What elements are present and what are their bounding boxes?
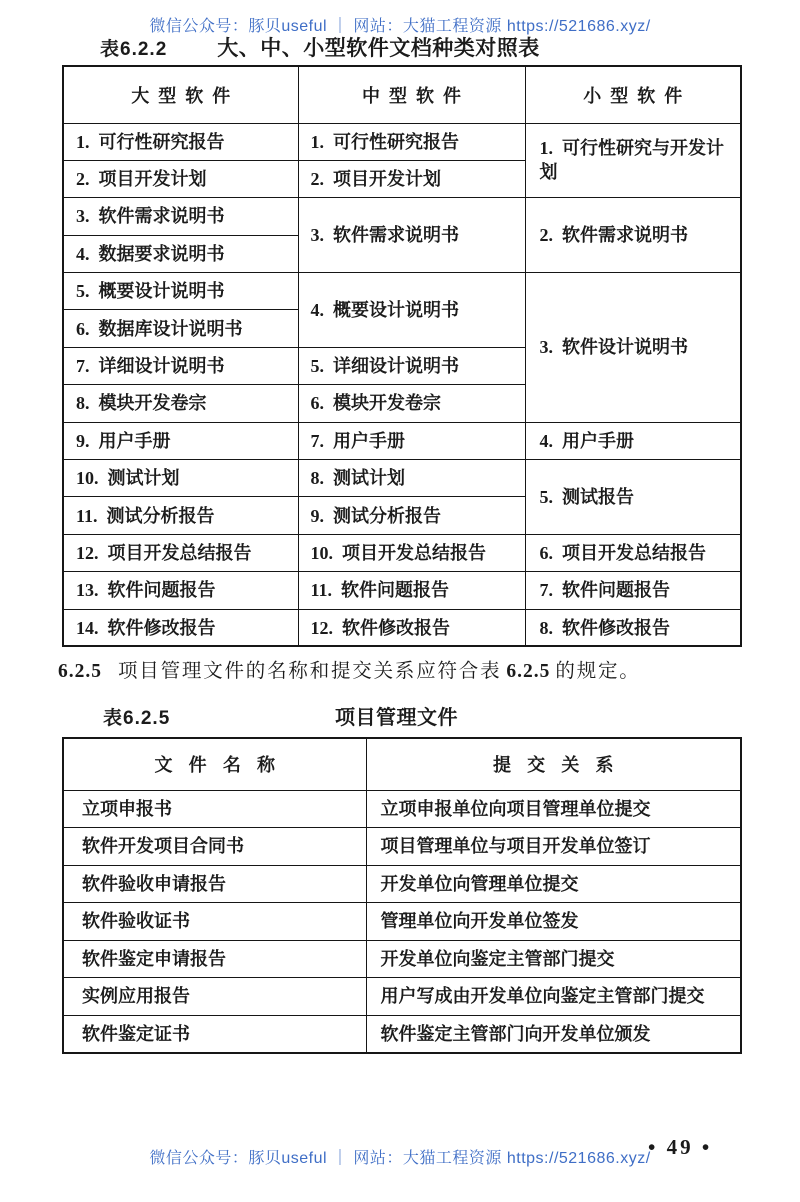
clause-6-2-5 — [58, 655, 758, 683]
table-row — [63, 978, 741, 1016]
item-number: 2. — [310, 169, 324, 190]
table-cell — [63, 534, 298, 571]
table-header-row — [63, 738, 741, 790]
item-text: 用户手册 — [333, 430, 405, 451]
doc-table-title: 大、中、小型软件文档种类对照表 — [217, 37, 540, 60]
watermark-top: 微信公众号：豚贝useful ｜ 网站：大猫工程资源 https://521686.xyz/ — [149, 18, 651, 35]
table-cell — [298, 123, 525, 160]
table-row — [63, 1015, 741, 1053]
item-text: 软件需求说明书 — [562, 225, 688, 246]
relation-cell: 管理单位向开发单位签发 — [366, 903, 741, 941]
file-name-cell: 实例应用报告 — [63, 978, 366, 1016]
item-number: 13. — [76, 580, 99, 601]
table-cell — [525, 422, 741, 459]
item-text: 模块开发卷宗 — [333, 393, 441, 414]
table-cell — [63, 422, 298, 459]
table-row — [63, 572, 741, 609]
doc-table-caption — [100, 32, 540, 62]
item-number: 8. — [310, 468, 324, 489]
table-cell — [298, 572, 525, 609]
file-name-cell: 软件验收证书 — [63, 903, 366, 941]
item-number: 1. — [76, 131, 90, 152]
item-number: 4. — [310, 299, 324, 320]
item-number: 12. — [310, 617, 333, 638]
table-row — [63, 123, 741, 160]
item-number: 5. — [539, 486, 553, 507]
project-management-docs-table — [62, 737, 742, 1054]
doc-table-label: 表6.2.2 — [100, 39, 168, 60]
relation-cell: 项目管理单位与项目开发单位签订 — [366, 828, 741, 866]
item-text: 模块开发卷宗 — [98, 393, 207, 414]
item-text: 数据库设计说明书 — [98, 318, 243, 339]
table-row — [63, 790, 741, 828]
item-text: 项目开发总结报告 — [107, 542, 252, 563]
table-cell — [63, 609, 298, 646]
item-text: 软件需求说明书 — [333, 225, 459, 246]
table-cell — [63, 347, 298, 384]
header-large-software: 大型软件 — [63, 66, 298, 123]
item-text: 测试分析报告 — [106, 505, 215, 526]
table-row — [63, 198, 741, 235]
table-cell — [298, 609, 525, 646]
item-text: 可行性研究报告 — [98, 131, 225, 152]
file-name-cell: 软件鉴定证书 — [63, 1015, 366, 1053]
item-text: 测试计划 — [333, 468, 405, 489]
item-text: 概要设计说明书 — [333, 299, 459, 320]
item-number: 7. — [539, 580, 553, 601]
relation-cell: 用户写成由开发单位向鉴定主管部门提交 — [366, 978, 741, 1016]
table-row — [63, 422, 741, 459]
item-number: 11. — [76, 505, 98, 526]
item-number: 1. — [539, 138, 553, 159]
table-cell — [298, 198, 525, 273]
table-cell — [63, 310, 298, 347]
item-text: 测试计划 — [107, 468, 180, 489]
table-row — [63, 609, 741, 646]
table-cell — [298, 160, 525, 197]
table-row — [63, 940, 741, 978]
table-cell — [63, 160, 298, 197]
item-number: 12. — [76, 542, 99, 563]
clause-text-post: 的规定。 — [555, 660, 641, 682]
item-text: 软件问题报告 — [107, 580, 216, 601]
item-text: 软件问题报告 — [341, 580, 450, 601]
table-row — [63, 828, 741, 866]
item-number: 11. — [310, 580, 333, 601]
item-number: 8. — [539, 617, 553, 638]
item-number: 2. — [76, 169, 90, 190]
item-number: 4. — [76, 243, 90, 264]
relation-cell: 软件鉴定主管部门向开发单位颁发 — [366, 1015, 741, 1053]
table-cell — [63, 235, 298, 272]
relation-cell: 立项申报单位向项目管理单位提交 — [366, 790, 741, 828]
item-number: 3. — [76, 206, 90, 227]
item-text: 软件问题报告 — [562, 580, 670, 601]
mgmt-table-caption — [0, 701, 800, 729]
item-text: 详细设计说明书 — [98, 356, 225, 377]
table-cell — [298, 497, 525, 534]
table-cell — [298, 460, 525, 497]
item-number: 2. — [539, 225, 553, 246]
item-number: 10. — [76, 468, 99, 489]
table-cell — [298, 347, 525, 384]
mgmt-table-title: 项目管理文件 — [335, 707, 458, 729]
item-number: 6. — [76, 318, 90, 339]
table-cell — [525, 123, 741, 198]
item-text: 用户手册 — [98, 430, 171, 451]
header-file-name: 文件名称 — [63, 738, 366, 790]
table-row — [63, 865, 741, 903]
table-row — [63, 903, 741, 941]
header-medium-software: 中型软件 — [298, 66, 525, 123]
table-cell — [298, 273, 525, 348]
item-number: 9. — [76, 430, 90, 451]
table-cell — [63, 460, 298, 497]
item-text: 测试分析报告 — [333, 505, 441, 526]
header-submit-relation: 提交关系 — [366, 738, 741, 790]
watermark-bottom: 微信公众号：豚贝useful ｜ 网站：大猫工程资源 https://521686.xyz/ — [149, 1150, 651, 1167]
item-number: 1. — [310, 131, 324, 152]
table-cell — [298, 422, 525, 459]
item-number: 3. — [539, 337, 553, 358]
item-number: 4. — [539, 430, 553, 451]
item-text: 可行性研究与开发计划 — [539, 138, 724, 183]
item-text: 项目开发总结报告 — [562, 542, 706, 563]
table-row — [63, 534, 741, 571]
table-cell — [525, 572, 741, 609]
item-text: 测试报告 — [562, 486, 634, 507]
doc-type-comparison-table — [62, 65, 742, 647]
item-text: 项目开发计划 — [98, 169, 207, 190]
table-row — [63, 460, 741, 497]
table-cell — [525, 460, 741, 535]
item-text: 用户手册 — [562, 430, 634, 451]
table-cell — [63, 385, 298, 422]
item-number: 8. — [76, 393, 90, 414]
file-name-cell: 软件鉴定申请报告 — [63, 940, 366, 978]
item-text: 软件修改报告 — [107, 617, 216, 638]
item-number: 5. — [310, 356, 324, 377]
clause-number: 6.2.5 — [58, 661, 102, 682]
table-header-row — [63, 66, 741, 123]
item-number: 7. — [310, 430, 324, 451]
table-cell — [298, 534, 525, 571]
table-cell — [63, 572, 298, 609]
item-text: 数据要求说明书 — [98, 243, 225, 264]
item-text: 详细设计说明书 — [333, 356, 459, 377]
table-cell — [63, 198, 298, 235]
file-name-cell: 软件验收申请报告 — [63, 865, 366, 903]
item-text: 概要设计说明书 — [98, 281, 225, 302]
item-number: 6. — [310, 393, 324, 414]
table-cell — [525, 273, 741, 423]
item-number: 7. — [76, 356, 90, 377]
table-cell — [63, 273, 298, 310]
file-name-cell: 软件开发项目合同书 — [63, 828, 366, 866]
page-number: • 49 • — [648, 1135, 713, 1159]
mgmt-table-label: 表6.2.5 — [103, 708, 171, 729]
table-cell — [525, 609, 741, 646]
item-text: 软件设计说明书 — [562, 337, 688, 358]
header-small-software: 小型软件 — [525, 66, 741, 123]
file-name-cell: 立项申报书 — [63, 790, 366, 828]
item-text: 项目开发计划 — [333, 169, 441, 190]
relation-cell: 开发单位向管理单位提交 — [366, 865, 741, 903]
item-number: 9. — [310, 505, 324, 526]
item-text: 软件修改报告 — [342, 617, 450, 638]
item-number: 10. — [310, 542, 333, 563]
table-cell — [298, 385, 525, 422]
table-cell — [525, 198, 741, 273]
table-row — [63, 273, 741, 310]
clause-text-pre: 项目管理文件的名称和提交关系应符合表 — [118, 660, 502, 682]
table-cell — [63, 123, 298, 160]
table-cell — [63, 497, 298, 534]
item-text: 软件需求说明书 — [98, 206, 225, 227]
item-number: 5. — [76, 281, 90, 302]
item-text: 项目开发总结报告 — [342, 542, 486, 563]
table-cell — [525, 534, 741, 571]
item-number: 3. — [310, 225, 324, 246]
item-text: 可行性研究报告 — [333, 131, 459, 152]
item-number: 14. — [76, 617, 99, 638]
item-text: 软件修改报告 — [562, 617, 670, 638]
relation-cell: 开发单位向鉴定主管部门提交 — [366, 940, 741, 978]
item-number: 6. — [539, 542, 553, 563]
clause-table-ref: 6.2.5 — [506, 661, 551, 682]
